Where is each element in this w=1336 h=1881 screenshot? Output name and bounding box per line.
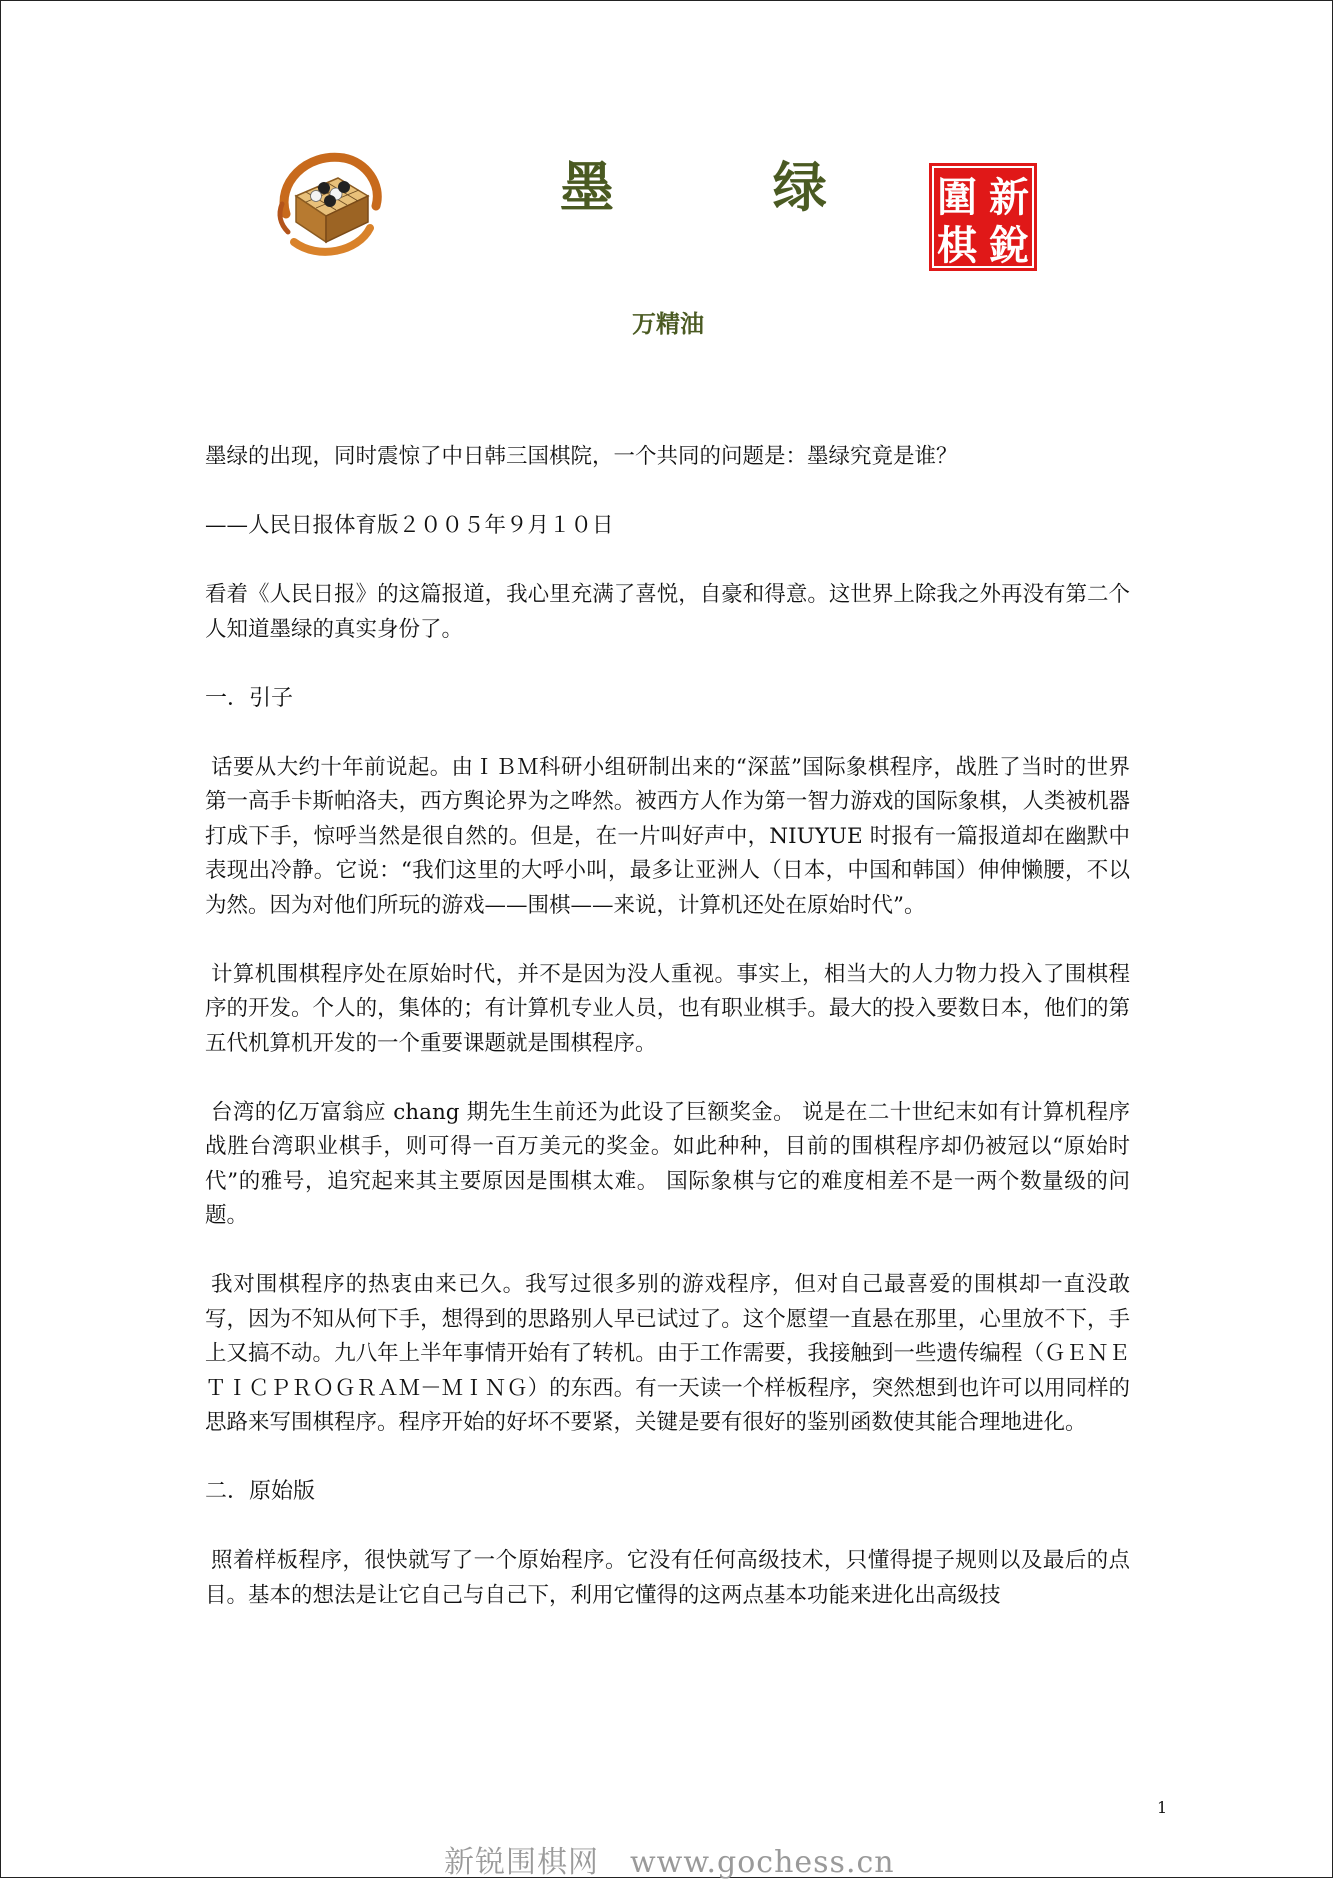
document-title: 墨 绿 bbox=[560, 155, 897, 219]
paragraph-motivation: 我对围棋程序的热衷由来已久。我写过很多别的游戏程序，但对自己最喜爱的围棋却一直没敢写，因为不知从何下手，想得到的思路别人早已试过了。这个愿望一直悬在那里，心里放不下，手上又搞不动。九八年上半年事情开始有了转机。由于工作需要，我接触到一些遗传编程（ＧＥＮＥＴＩＣＰＲＯＧＲＡＭ－ＭＩＮＧ）的东西。有一天读一个样板程序，突然想到也许可以用同样的思路来写围棋程序。程序开始的好坏不要紧，关键是要有很好的鉴别函数使其能合理地进化。 bbox=[205, 1272, 1130, 1435]
paragraph-source: ——人民日报体育版２００５年９月１０日 bbox=[205, 513, 614, 538]
section-heading-original: 二．原始版 bbox=[205, 1479, 316, 1504]
paragraph-original-program: 照着样板程序，很快就写了一个原始程序。它没有任何高级技术，只懂得提子规则以及最后的点目。基本的想法是让它自己与自己下，利用它懂得的这两点基本功能来进化出高级技 bbox=[205, 1548, 1130, 1608]
paragraph-go-programs: 计算机围棋程序处在原始时代，并不是因为没人重视。事实上，相当大的人力物力投入了围棋程序的开发。个人的，集体的；有计算机专业人员，也有职业棋手。最大的投入要数日本，他们的第五代机算机开发的一个重要课题就是围棋程序。 bbox=[205, 961, 1130, 1056]
paragraph-intro: 看着《人民日报》的这篇报道，我心里充满了喜悦，自豪和得意。这世界上除我之外再没有第二个人知道墨绿的真实身份了。 bbox=[205, 582, 1130, 642]
paragraph-deep-blue: 话要从大约十年前说起。由ＩＢＭ科研小组研制出来的“深蓝”国际象棋程序，战胜了当时的世界第一高手卡斯帕洛夫，西方舆论界为之哗然。被西方人作为第一智力游戏的国际象棋，人类被机器打成下手，惊呼当然是很自然的。但是，在一片叫好声中，NIUYUE 时报有一篇报道却在幽默中表现出冷静。它说：“我们这里的大呼小叫，最多让亚洲人（日本，中国和韩国）伸伸懒腰，不以为然。因为对他们所玩的游戏——围棋——来说，计算机还处在原始时代”。 bbox=[205, 754, 1130, 918]
svg-text:圍: 圍 bbox=[937, 174, 977, 221]
section-heading-intro: 一．引子 bbox=[205, 685, 294, 711]
paragraph-prize: 台湾的亿万富翁应 chang 期先生生前还为此设了巨额奖金。 说是在二十世纪末如有计算机程序战胜台湾职业棋手，则可得一百万美元的奖金。如此种种，目前的围棋程序却仍被冠以“原始时代”的雅号，追究起来其主要原因是围棋太难。 国际象棋与它的难度相差不是一两个数量级的问题。 bbox=[205, 1099, 1130, 1228]
paragraph-headline-quote: 墨绿的出现，同时震惊了中日韩三国棋院，一个共同的问题是：墨绿究竟是谁？ bbox=[205, 444, 958, 469]
svg-text:新: 新 bbox=[989, 174, 1029, 221]
author-name: 万精油 bbox=[632, 309, 704, 338]
go-board-logo-icon bbox=[266, 144, 388, 264]
xinrui-weiqi-seal-icon bbox=[929, 163, 1037, 271]
page-number: 1 bbox=[1157, 1798, 1168, 1817]
svg-text:棋: 棋 bbox=[937, 222, 977, 269]
svg-text:銳: 銳 bbox=[989, 222, 1029, 269]
article-body bbox=[205, 440, 1130, 1648]
footer-watermark: 新锐围棋网 www.gochess.cn bbox=[444, 1845, 895, 1880]
